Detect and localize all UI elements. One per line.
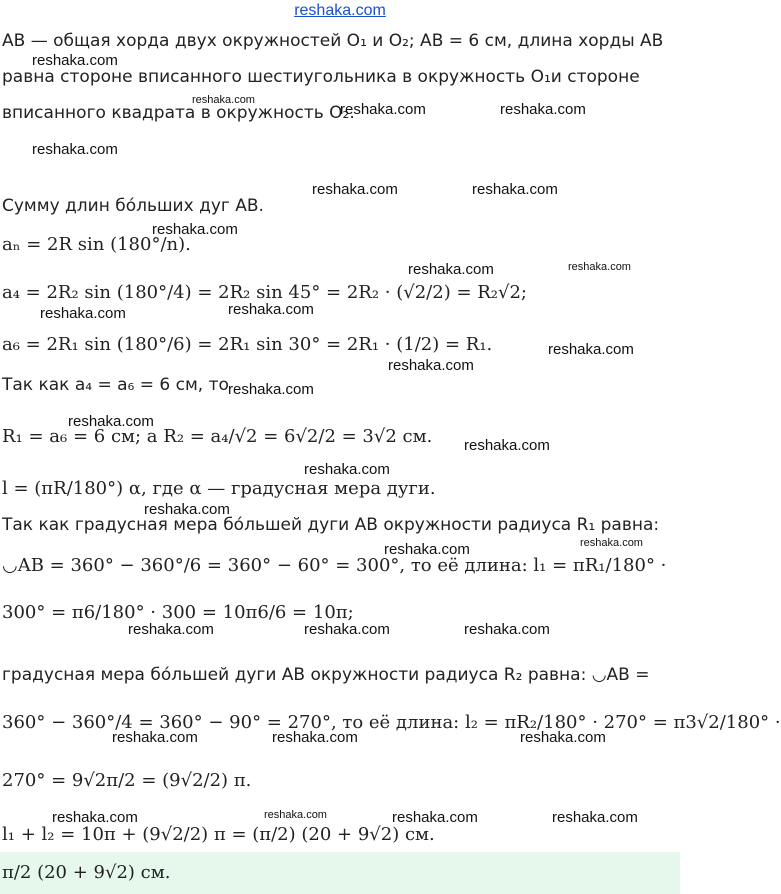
watermark: reshaka.com (552, 809, 638, 826)
arc1-intro: Так как градусная мера бо́льшей дуги AB окружности радиуса R₁ равна: (2, 515, 660, 535)
arc2-calc: 270° = 9√2π/2 = (9√2/2) π. (2, 770, 252, 791)
watermark: reshaka.com (32, 141, 118, 158)
watermark: reshaka.com (340, 101, 426, 118)
watermark: reshaka.com (228, 301, 314, 318)
watermark: reshaka.com (52, 809, 138, 826)
arc2-intro: градусная мера бо́льшей дуги AB окружности радиуса R₂ равна: ◡AB = (2, 665, 650, 685)
arc2-measure: 360° − 360°/4 = 360° − 90° = 270°, то её длина: l₂ = πR₂/180° · 270° = π3√2/180° · (2, 712, 781, 733)
watermark: reshaka.com (568, 261, 631, 273)
arc-formula: l = (πR/180°) α, где α — градусная мера дуги. (2, 478, 436, 499)
watermark: reshaka.com (500, 101, 586, 118)
answer-text: π/2 (20 + 9√2) см. (2, 862, 171, 883)
formula-general: aₙ = 2R sin (180°/n). (2, 234, 191, 255)
watermark: reshaka.com (580, 537, 643, 549)
watermark: reshaka.com (304, 461, 390, 478)
arc1-measure: ◡AB = 360° − 360°/6 = 360° − 60° = 300°, то её длина: l₁ = πR₁/180° · (2, 555, 667, 576)
watermark: reshaka.com (40, 305, 126, 322)
watermark: reshaka.com (152, 221, 238, 238)
watermark: reshaka.com (520, 729, 606, 746)
watermark: reshaka.com (304, 621, 390, 638)
watermark: reshaka.com (464, 437, 550, 454)
watermark: reshaka.com (192, 94, 255, 106)
formula-a4: a₄ = 2R₂ sin (180°/4) = 2R₂ sin 45° = 2R₂ · (√2/2) = R₂√2; (2, 282, 527, 303)
formula-a6: a₆ = 2R₁ sin (180°/6) = 2R₁ sin 30° = 2R₁ · (1/2) = R₁. (2, 334, 493, 355)
watermark: reshaka.com (228, 381, 314, 398)
watermark: reshaka.com (144, 501, 230, 518)
task-statement: Сумму длин бо́льших дуг AB. (2, 196, 264, 216)
radii: R₁ = a₆ = 6 см; а R₂ = a₄/√2 = 6√2/2 = 3√2 см. (2, 426, 433, 447)
problem-line-1: AB — общая хорда двух окружностей O₁ и O₂; AB = 6 см, длина хорды AB (2, 31, 664, 51)
watermark: reshaka.com (272, 729, 358, 746)
watermark: reshaka.com (112, 729, 198, 746)
problem-line-2: равна стороне вписанного шестиугольника в окружность O₁и стороне (2, 67, 640, 87)
watermark: reshaka.com (548, 341, 634, 358)
arc1-calc: 300° = π6/180° · 300 = 10π6/6 = 10π; (2, 602, 354, 623)
watermark: reshaka.com (472, 181, 558, 198)
watermark: reshaka.com (408, 261, 494, 278)
watermark: reshaka.com (464, 621, 550, 638)
answer-box (0, 852, 680, 894)
watermark: reshaka.com (392, 809, 478, 826)
since-equal: Так как a₄ = a₆ = 6 см, то (2, 375, 229, 395)
site-title-link[interactable]: reshaka.com (294, 2, 386, 19)
watermark: reshaka.com (264, 809, 327, 821)
watermark: reshaka.com (384, 541, 470, 558)
watermark: reshaka.com (388, 357, 474, 374)
watermark: reshaka.com (32, 52, 118, 69)
watermark: reshaka.com (68, 413, 154, 430)
sum-total: l₁ + l₂ = 10π + (9√2/2) π = (π/2) (20 + 9√2) см. (2, 824, 435, 845)
watermark: reshaka.com (312, 181, 398, 198)
watermark: reshaka.com (128, 621, 214, 638)
problem-line-3: вписанного квадрата в окружность O₂. (2, 103, 355, 123)
